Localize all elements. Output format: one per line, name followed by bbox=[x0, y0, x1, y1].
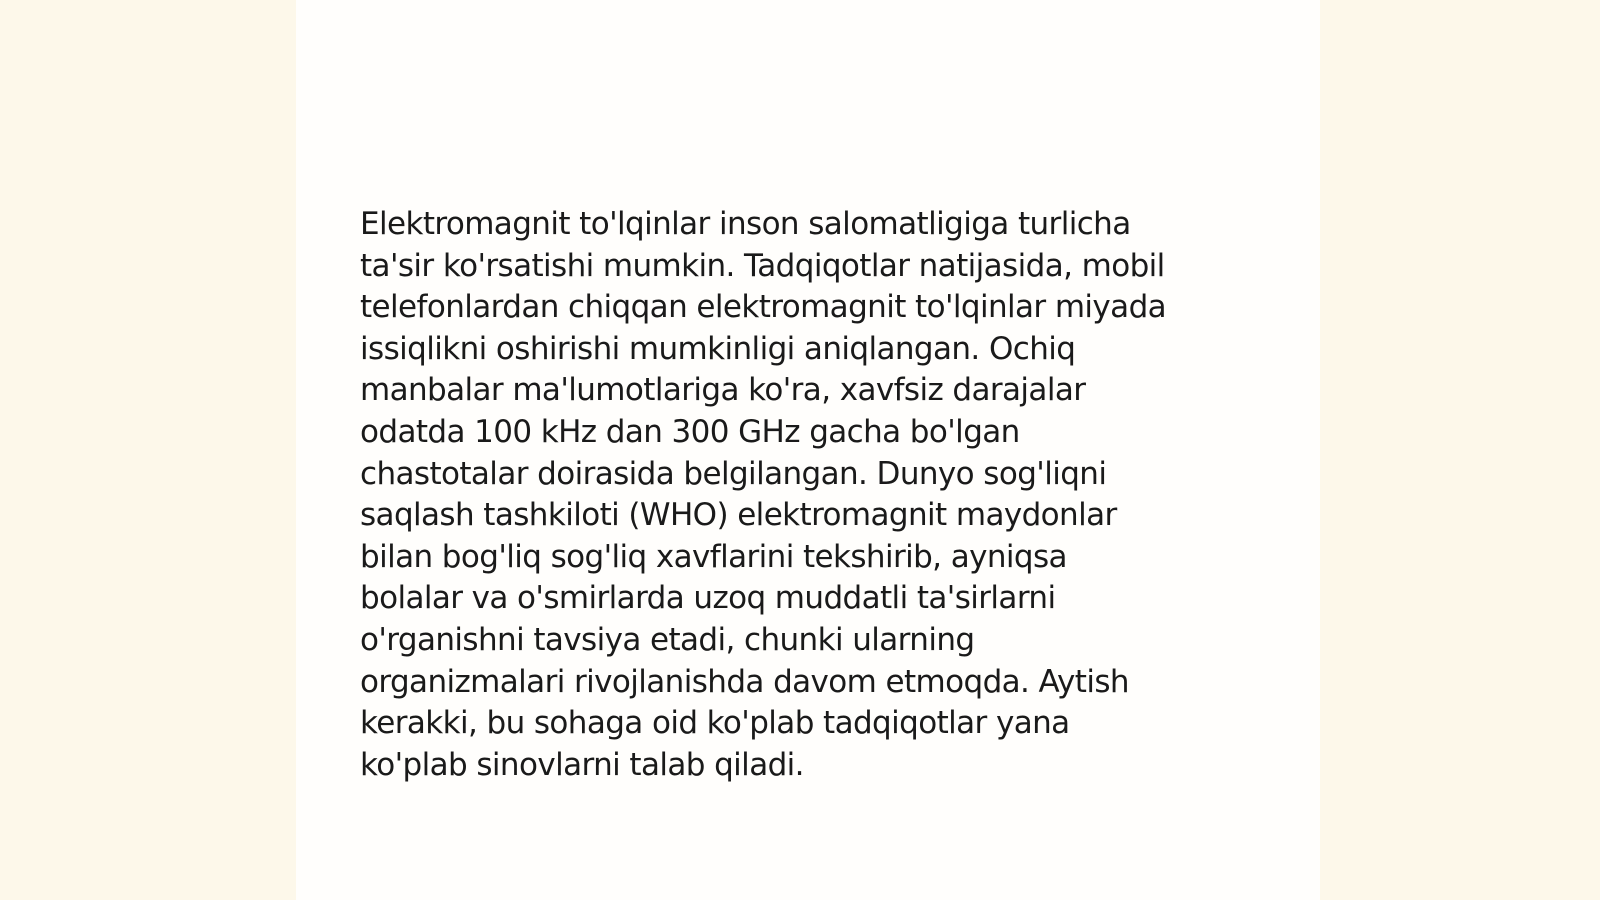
paragraph-line: saqlash tashkiloti (WHO) elektromagnit maydonlar bbox=[360, 497, 1117, 534]
paragraph-line: issiqlikni oshirishi mumkinligi aniqlangan. Ochiq bbox=[360, 330, 1076, 367]
paragraph-line: ta'sir ko'rsatishi mumkin. Tadqiqotlar natijasida, mobil bbox=[360, 247, 1165, 284]
paragraph-line: odatda 100 kHz dan 300 GHz gacha bo'lgan bbox=[360, 413, 1020, 450]
document-page bbox=[296, 0, 1320, 900]
paragraph-line: organizmalari rivojlanishda davom etmoqda. Aytish bbox=[360, 663, 1129, 700]
paragraph-line: o'rganishni tavsiya etadi, chunki ularning bbox=[360, 621, 975, 658]
paragraph-line: ko'plab sinovlarni talab qiladi. bbox=[360, 746, 804, 783]
paragraph-line: bolalar va o'smirlarda uzoq muddatli ta'sirlarni bbox=[360, 580, 1056, 617]
paragraph-line: Elektromagnit to'lqinlar inson salomatligiga turlicha bbox=[360, 206, 1131, 242]
body-paragraph bbox=[360, 204, 1260, 786]
paragraph-line: manbalar ma'lumotlariga ko'ra, xavfsiz darajalar bbox=[360, 372, 1086, 409]
paragraph-line: kerakki, bu sohaga oid ko'plab tadqiqotlar yana bbox=[360, 705, 1070, 742]
paragraph-line: chastotalar doirasida belgilangan. Dunyo sog'liqni bbox=[360, 455, 1107, 492]
paragraph-line: telefonlardan chiqqan elektromagnit to'lqinlar miyada bbox=[360, 289, 1167, 326]
paragraph-line: bilan bog'liq sog'liq xavflarini tekshirib, ayniqsa bbox=[360, 538, 1067, 575]
